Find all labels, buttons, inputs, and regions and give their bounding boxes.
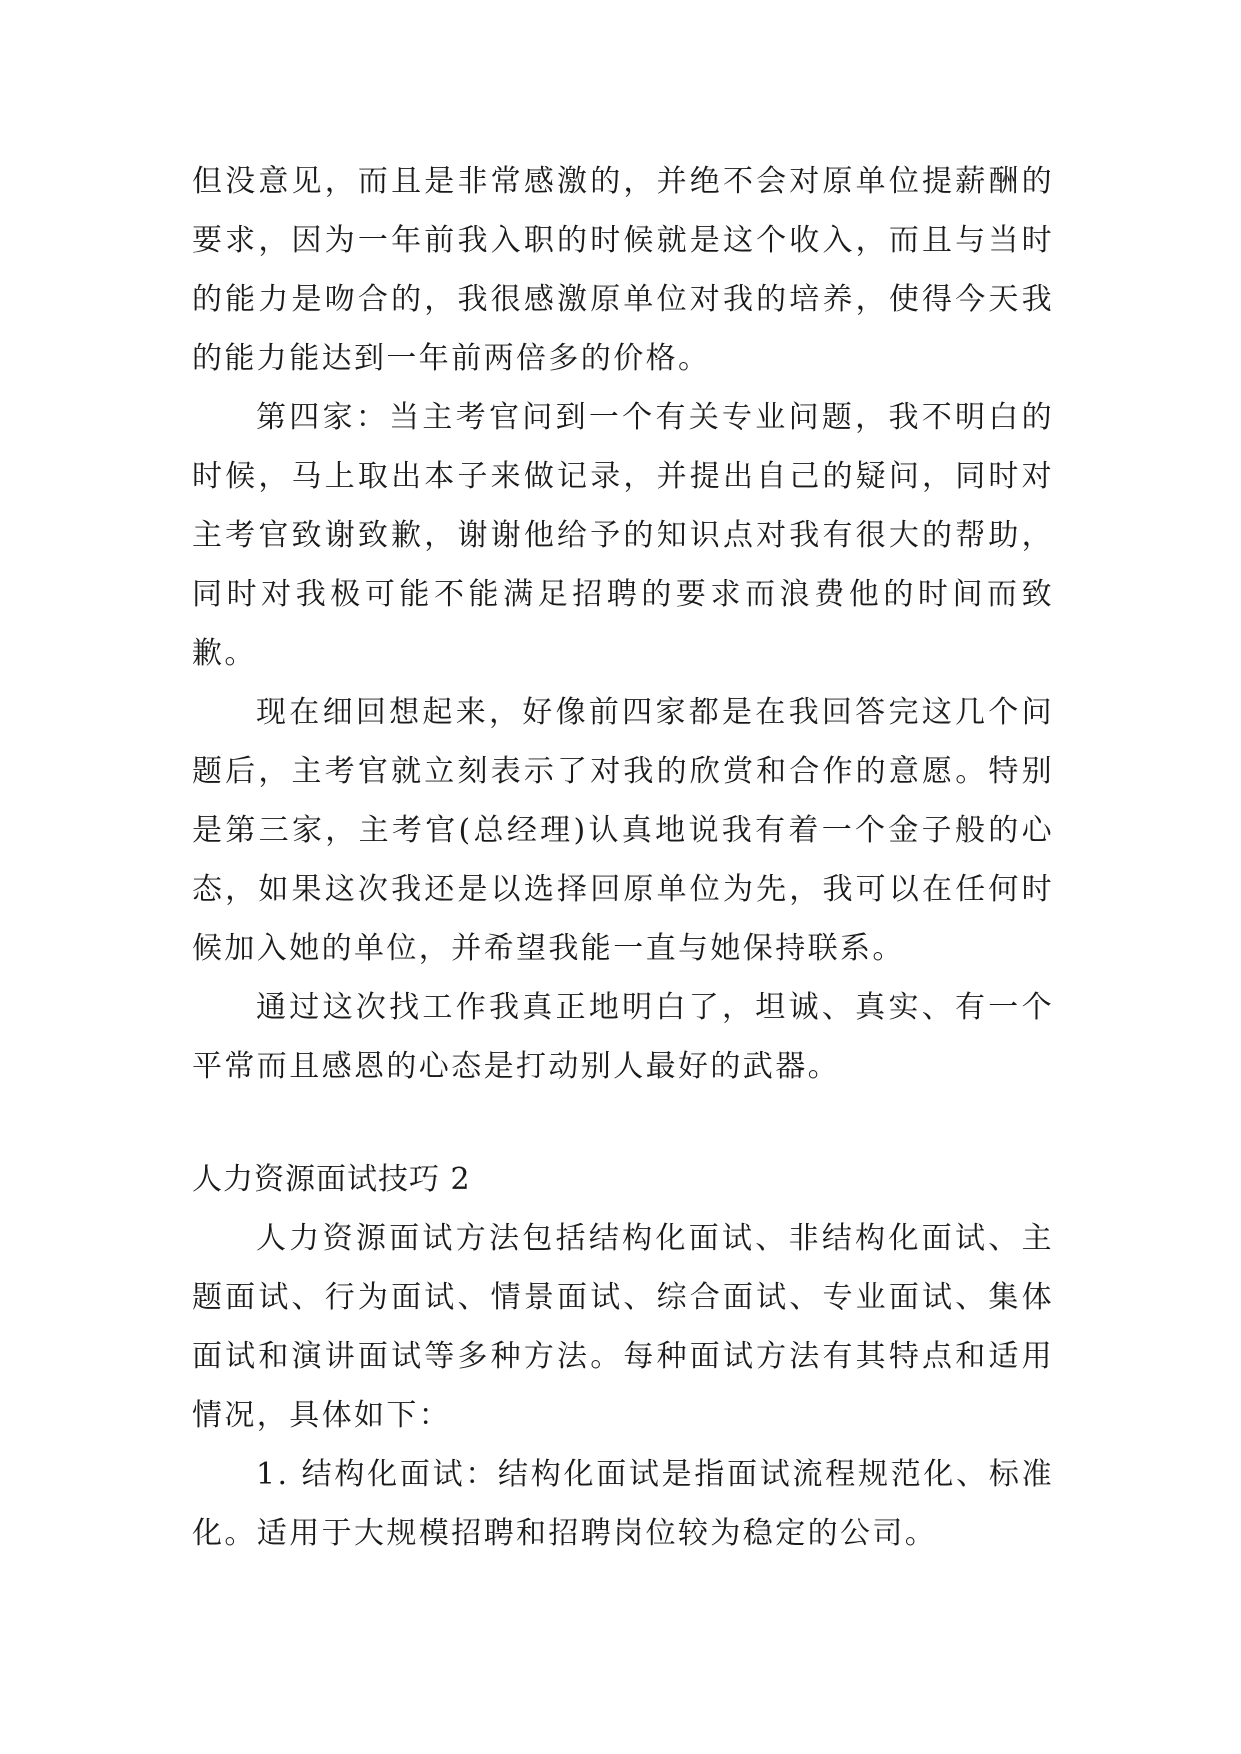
paragraph: 人力资源面试方法包括结构化面试、非结构化面试、主题面试、行为面试、情景面试、综合面试、专业面试、集体面试和演讲面试等多种方法。每种面试方法有其特点和适用情况，具体如下： [192,1221,1054,1433]
paragraph: 通过这次找工作我真正地明白了，坦诚、真实、有一个平常而且感恩的心态是打动别人最好的武器。 [192,990,1054,1084]
section-heading: 人力资源面试技巧 2 [192,1162,471,1197]
paragraph: 现在细回想起来，好像前四家都是在我回答完这几个问题后，主考官就立刻表示了对我的欣赏和合作的意愿。特别是第三家，主考官(总经理)认真地说我有着一个金子般的心态，如果这次我还是以选择回原单位为先，我可以在任何时候加入她的单位，并希望我能一直与她保持联系。 [192,695,1054,966]
document-body [192,152,1054,1563]
paragraph: 1. 结构化面试：结构化面试是指面试流程规范化、标准化。适用于大规模招聘和招聘岗位较为稳定的公司。 [192,1457,1054,1551]
paragraph: 但没意见，而且是非常感激的，并绝不会对原单位提薪酬的要求，因为一年前我入职的时候就是这个收入，而且与当时的能力是吻合的，我很感激原单位对我的培养，使得今天我的能力能达到一年前两倍多的价格。 [192,164,1054,376]
paragraph: 第四家：当主考官问到一个有关专业问题，我不明白的时候，马上取出本子来做记录，并提出自己的疑问，同时对主考官致谢致歉，谢谢他给予的知识点对我有很大的帮助，同时对我极可能不能满足招聘的要求而浪费他的时间而致歉。 [192,400,1054,671]
